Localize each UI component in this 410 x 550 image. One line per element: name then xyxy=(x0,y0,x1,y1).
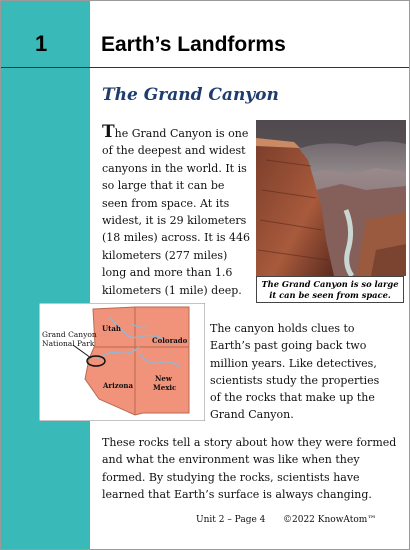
paragraph-clues: The canyon holds clues to Earth’s past going back two million years. Like detectives, scientists study the properties of the rocks that make up the Grand Canyon. xyxy=(210,322,380,422)
park-label-line2: National Park xyxy=(42,339,95,348)
new-mexico-label-line1: New xyxy=(155,374,172,383)
chapter-number: 1 xyxy=(35,31,48,56)
paragraph-intro xyxy=(102,122,252,299)
new-mexico-label-line2: Mexic xyxy=(153,383,177,392)
grand-canyon-map xyxy=(39,303,205,421)
paragraph-rocks: These rocks tell a story about how they were formed and what the environment was like when they formed. By studying the rocks, scientists have learned that Earth’s surface is always changing. xyxy=(102,436,397,502)
photo-caption: The Grand Canyon is so large it can be seen from space. xyxy=(256,276,404,303)
sidebar-band xyxy=(1,1,90,549)
colorado-label: Colorado xyxy=(152,336,188,345)
paragraph-intro-text: he Grand Canyon is one of the deepest and widest canyons in the world. It is so large that it can be seen from space. At its widest, it is 29 kilometers (18 miles) across. It is 446 kilometers (277 miles) long and more than 1.6 kilometers (1 mile) deep. xyxy=(102,127,250,297)
footer-page-number: Unit 2 – Page 4 xyxy=(196,515,266,525)
canyon-illustration xyxy=(256,120,406,276)
grand-canyon-photo xyxy=(256,120,406,276)
park-label-line1: Grand Canyon xyxy=(42,330,97,339)
footer-copyright: ©2022 KnowAtom™ xyxy=(283,515,377,525)
four-states-map xyxy=(39,303,205,421)
section-title: The Grand Canyon xyxy=(102,85,279,105)
chapter-title: Earth’s Landforms xyxy=(101,33,286,56)
utah-label: Utah xyxy=(102,324,121,333)
arizona-label: Arizona xyxy=(103,381,134,390)
header-rule xyxy=(1,67,409,68)
drop-cap: T xyxy=(102,122,115,142)
